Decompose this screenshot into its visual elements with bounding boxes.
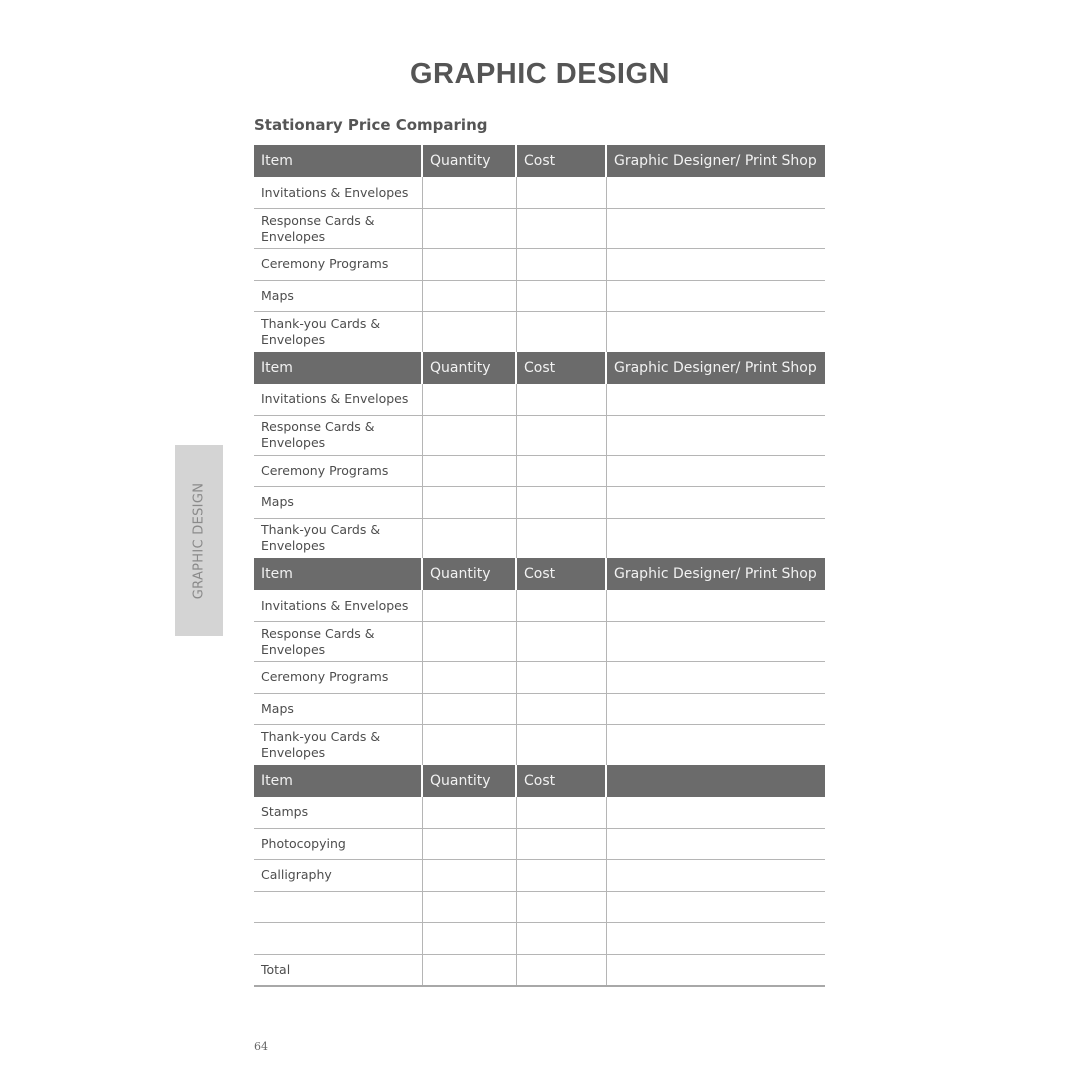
vendor-cell[interactable] (606, 518, 825, 558)
item-cell: Invitations & Envelopes (261, 597, 409, 613)
cost-cell[interactable] (516, 725, 606, 765)
quantity-cell[interactable] (422, 954, 516, 986)
header-cost: Cost (516, 558, 606, 590)
header-cost: Cost (516, 765, 606, 797)
vendor-cell[interactable] (606, 891, 825, 923)
item-cell: Response Cards & Envelopes (254, 209, 422, 249)
cost-cell[interactable] (516, 518, 606, 558)
quantity-cell[interactable] (422, 725, 516, 765)
cost-cell[interactable] (516, 280, 606, 312)
item-cell: Thank-you Cards & Envelopes (254, 725, 422, 765)
quantity-cell[interactable] (422, 622, 516, 662)
vendor-cell[interactable] (606, 415, 825, 455)
table-row (254, 622, 825, 662)
vendor-cell[interactable] (606, 280, 825, 312)
vendor-cell[interactable] (606, 487, 825, 519)
vendor-cell[interactable] (606, 455, 825, 487)
header-item: Item (254, 145, 422, 177)
header-vendor: Graphic Designer/ Print Shop (606, 352, 825, 384)
table-row (254, 797, 825, 829)
item-cell (254, 891, 422, 923)
item-cell: Ceremony Programs (254, 662, 422, 694)
quantity-cell[interactable] (422, 384, 516, 416)
quantity-cell[interactable] (422, 415, 516, 455)
table-row (254, 693, 825, 725)
table-row (254, 860, 825, 892)
table-row (254, 384, 825, 416)
quantity-cell[interactable] (422, 280, 516, 312)
item-cell: Response Cards & Envelopes (254, 622, 422, 662)
table-row (254, 725, 825, 765)
table-row (254, 518, 825, 558)
vendor-cell[interactable] (606, 860, 825, 892)
item-cell: Photocopying (254, 828, 422, 860)
price-comparison-table (254, 145, 825, 987)
quantity-cell[interactable] (422, 828, 516, 860)
item-cell: Stamps (261, 804, 309, 819)
cost-cell[interactable] (516, 590, 606, 622)
table-row (254, 954, 825, 986)
header-item: Item (254, 352, 422, 384)
item-cell: Ceremony Programs (254, 249, 422, 281)
table-row (254, 415, 825, 455)
cost-cell[interactable] (516, 828, 606, 860)
quantity-cell[interactable] (422, 860, 516, 892)
cost-cell[interactable] (516, 455, 606, 487)
vendor-cell[interactable] (606, 622, 825, 662)
table-header-row (254, 352, 825, 384)
vendor-cell[interactable] (606, 693, 825, 725)
header-quantity: Quantity (422, 765, 516, 797)
header-quantity: Quantity (422, 145, 516, 177)
cost-cell[interactable] (516, 312, 606, 352)
vendor-cell[interactable] (606, 590, 825, 622)
side-tab-label: GRAPHIC DESIGN (191, 482, 207, 599)
cost-cell[interactable] (516, 891, 606, 923)
item-cell: Calligraphy (254, 860, 422, 892)
item-cell (254, 923, 422, 955)
section-heading: Stationary Price Comparing (254, 116, 488, 134)
header-vendor: Graphic Designer/ Print Shop (606, 145, 825, 177)
table-row (254, 209, 825, 249)
table-row (254, 487, 825, 519)
quantity-cell[interactable] (422, 923, 516, 955)
cost-cell[interactable] (516, 693, 606, 725)
vendor-cell[interactable] (606, 209, 825, 249)
table-header-row (254, 558, 825, 590)
cost-cell[interactable] (516, 209, 606, 249)
cost-cell[interactable] (516, 415, 606, 455)
cost-cell[interactable] (516, 177, 606, 209)
header-cost: Cost (516, 145, 606, 177)
header-cost: Cost (516, 352, 606, 384)
table-row (254, 280, 825, 312)
cost-cell[interactable] (516, 797, 606, 829)
table-row (254, 662, 825, 694)
header-vendor (606, 765, 825, 797)
header-vendor: Graphic Designer/ Print Shop (606, 558, 825, 590)
item-cell: Maps (254, 693, 422, 725)
vendor-cell[interactable] (606, 797, 825, 829)
table-row (254, 923, 825, 955)
vendor-cell[interactable] (606, 923, 825, 955)
table-header-row (254, 765, 825, 797)
item-cell: Ceremony Programs (254, 455, 422, 487)
cost-cell[interactable] (516, 249, 606, 281)
item-cell: Response Cards & Envelopes (254, 415, 422, 455)
quantity-cell[interactable] (422, 487, 516, 519)
table-row (254, 177, 825, 209)
table-row (254, 312, 825, 352)
vendor-cell[interactable] (606, 312, 825, 352)
item-cell: Thank-you Cards & Envelopes (254, 312, 422, 352)
table-row (254, 828, 825, 860)
vendor-cell[interactable] (606, 384, 825, 416)
vendor-cell[interactable] (606, 954, 825, 986)
cost-cell[interactable] (516, 662, 606, 694)
item-cell: Total (254, 954, 422, 986)
table-row (254, 455, 825, 487)
table-row (254, 590, 825, 622)
quantity-cell[interactable] (422, 177, 516, 209)
item-cell: Invitations & Envelopes (261, 391, 409, 406)
header-item: Item (254, 765, 422, 797)
quantity-cell[interactable] (422, 518, 516, 558)
header-quantity: Quantity (422, 558, 516, 590)
quantity-cell[interactable] (422, 891, 516, 923)
cost-cell[interactable] (516, 954, 606, 986)
cost-cell[interactable] (516, 622, 606, 662)
quantity-cell[interactable] (422, 693, 516, 725)
quantity-cell[interactable] (422, 797, 516, 829)
vendor-cell[interactable] (606, 725, 825, 765)
quantity-cell[interactable] (422, 312, 516, 352)
vendor-cell[interactable] (606, 828, 825, 860)
table-header-row (254, 145, 825, 177)
vendor-cell[interactable] (606, 249, 825, 281)
quantity-cell[interactable] (422, 249, 516, 281)
cost-cell[interactable] (516, 384, 606, 416)
item-cell: Invitations & Envelopes (261, 184, 409, 200)
table-row (254, 891, 825, 923)
quantity-cell[interactable] (422, 455, 516, 487)
quantity-cell[interactable] (422, 590, 516, 622)
page-number: 64 (254, 1040, 268, 1053)
item-cell: Maps (254, 280, 422, 312)
cost-cell[interactable] (516, 860, 606, 892)
item-cell: Maps (254, 487, 422, 519)
cost-cell[interactable] (516, 923, 606, 955)
cost-cell[interactable] (516, 487, 606, 519)
side-tab (175, 445, 223, 636)
quantity-cell[interactable] (422, 209, 516, 249)
vendor-cell[interactable] (606, 662, 825, 694)
table-row (254, 249, 825, 281)
vendor-cell[interactable] (606, 177, 825, 209)
page-title: GRAPHIC DESIGN (410, 58, 670, 90)
item-cell: Thank-you Cards & Envelopes (254, 518, 422, 558)
quantity-cell[interactable] (422, 662, 516, 694)
header-quantity: Quantity (422, 352, 516, 384)
header-item: Item (254, 558, 422, 590)
